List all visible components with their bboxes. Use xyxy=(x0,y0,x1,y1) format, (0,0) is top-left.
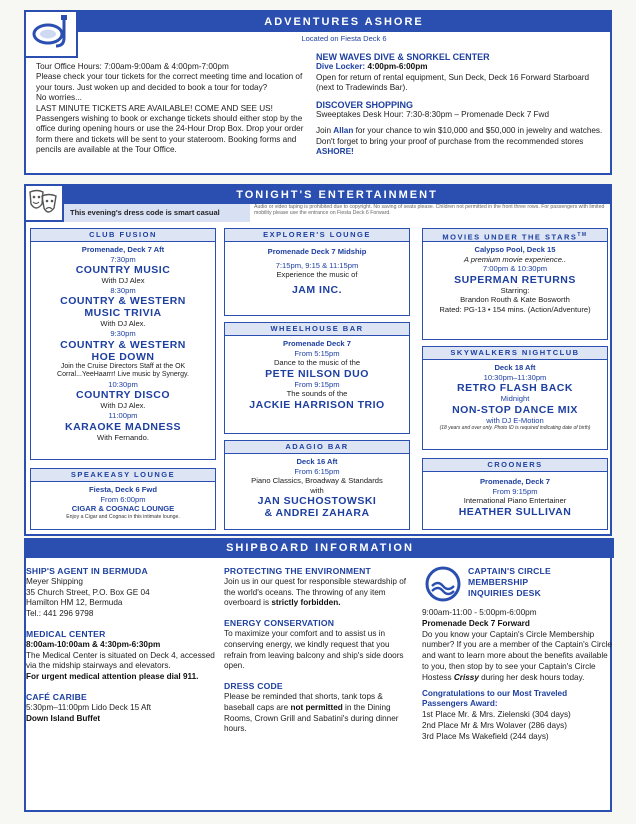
show-time: From 5:15pm xyxy=(294,348,340,358)
shop-hours: Sweeptakes Desk Hour: 7:30-8:30pm – Promenade Deck 7 Fwd xyxy=(316,110,550,120)
cafe-name: Down Island Buffet xyxy=(26,713,101,723)
cafe-hours: 5:30pm–11:00pm Lido Deck 15 Aft xyxy=(26,702,152,712)
cafe-heading: CAFÉ CARIBE xyxy=(26,691,87,702)
venue-title: ADAGIO BAR xyxy=(225,441,409,454)
show-title: & ANDREI ZAHARA xyxy=(264,507,370,520)
show-time: 7:15pm, 9:15 & 11:15pm xyxy=(275,260,359,270)
show-cast: Brandon Routh & Kate Bosworth xyxy=(460,295,570,305)
dive-text: Open for return of rental equipment, Sun Deck, Deck 16 Forward Starboard (next to Tradewinds Bar). xyxy=(316,72,590,93)
taping-notice: Audio or video taping is prohibited due to copyright. No saving of seats please. Children not permitted in the front three rows. For passengers with limited mobility please use the entrance on Fiesta Deck 6 Forward. xyxy=(254,204,605,217)
venue-wheelhouse-bar xyxy=(224,322,410,434)
show-title: JACKIE HARRISON TRIO xyxy=(249,398,385,411)
award-heading: Congratulations to our Most Traveled Passengers Award: xyxy=(422,688,568,709)
show-title: HOE DOWN xyxy=(91,350,155,363)
show-title: JAN SUCHOSTOWSKI xyxy=(257,495,377,508)
shipboard-title: SHIPBOARD INFORMATION xyxy=(26,538,614,558)
show-time: 7:00pm & 10:30pm xyxy=(482,264,548,274)
adventures-location: Located on Fiesta Deck 6 xyxy=(301,34,387,43)
show-title: NON-STOP DANCE MIX xyxy=(452,403,578,416)
show-text: A premium movie experience.. xyxy=(463,254,567,264)
venue-location: Promenade Deck 7 Midship xyxy=(267,247,367,256)
tour-text-1: Please check your tour tickets for the correct meeting time and location of your tours. Just woken up and decided to book a tour for today? xyxy=(36,72,303,92)
show-text: Piano Classics, Broadway & Standards xyxy=(251,476,383,486)
captains-circle-heading: INQUIRIES DESK xyxy=(468,587,541,598)
award-place: 2nd Place Mr & Mrs Wolaver (286 days) xyxy=(422,720,568,730)
shipboard-column-left xyxy=(26,566,216,724)
medical-text: The Medical Center is situated on Deck 4, accessed via the midship stairways and elevators. xyxy=(26,650,215,671)
show-note: Enjoy a Cigar and Cognac in this intimate lounge. xyxy=(66,513,180,520)
show-host: with DJ E-Motion xyxy=(486,415,544,425)
venue-title: WHEELHOUSE BAR xyxy=(225,323,409,336)
show-time: 10:30pm xyxy=(108,379,138,389)
entertainment-section xyxy=(24,184,612,536)
venue-crooners xyxy=(422,458,608,530)
venue-location: Deck 18 Aft xyxy=(494,363,536,372)
venue-location: Calypso Pool, Deck 15 xyxy=(474,245,556,254)
show-time: 10:30pm–11:30pm xyxy=(483,372,547,382)
theater-masks-icon xyxy=(26,186,64,222)
shipboard-column-right xyxy=(422,564,612,743)
shop-heading: DISCOVER SHOPPING xyxy=(316,99,414,110)
dive-shopping-info xyxy=(316,52,606,158)
venue-location: Promenade, Deck 7 xyxy=(479,477,551,486)
captains-circle-heading: MEMBERSHIP xyxy=(468,576,529,587)
agent-line: Hamilton HM 12, Bermuda xyxy=(26,598,123,608)
venue-movies-under-the-stars xyxy=(422,228,608,340)
energy-heading: ENERGY CONSERVATION xyxy=(224,618,335,629)
venue-location: Deck 16 Aft xyxy=(296,457,338,466)
tour-text-2: No worries... xyxy=(36,93,82,103)
show-time: From 6:15pm xyxy=(294,466,340,476)
shop-text: Join Allan for your chance to win $10,000 and $50,000 in jewelry and watches. Don't forget to bring your proof of purchase from the recommended stores ASHORE! xyxy=(316,126,603,157)
show-title: MUSIC TRIVIA xyxy=(84,307,162,320)
show-title: HEATHER SULLIVAN xyxy=(458,505,572,518)
show-title: COUNTRY DISCO xyxy=(75,389,170,402)
venue-explorers-lounge xyxy=(224,228,410,316)
venue-title: CLUB FUSION xyxy=(31,229,215,242)
show-time: From 9:15pm xyxy=(492,486,538,496)
show-title: CIGAR & COGNAC LOUNGE xyxy=(71,504,175,514)
tour-hours: Tour Office Hours: 7:00am-9:00am & 4:00pm-7:00pm xyxy=(36,62,229,71)
show-time: From 9:15pm xyxy=(294,379,340,389)
captains-circle-logo-icon xyxy=(424,566,462,606)
show-title: KARAOKE MADNESS xyxy=(64,420,181,433)
venue-title: SPEAKEASY LOUNGE xyxy=(31,469,215,482)
venue-adagio-bar xyxy=(224,440,410,530)
dress-code-heading: DRESS CODE xyxy=(224,681,283,692)
venue-club-fusion xyxy=(30,228,216,460)
show-title: JAM INC. xyxy=(291,283,343,296)
show-title: PETE NILSON DUO xyxy=(265,367,369,380)
agent-line: 35 Church Street, P.O. Box GE 04 xyxy=(26,587,150,597)
tour-office-info xyxy=(36,62,318,156)
agent-line: Meyer Shipping xyxy=(26,576,83,586)
captains-circle-header xyxy=(422,564,612,608)
show-text: Dance to the music of the xyxy=(273,358,361,368)
adventures-title: ADVENTURES ASHORE xyxy=(78,12,610,32)
award-place: 1st Place Mr. & Mrs. Zielenski (304 days) xyxy=(422,710,571,720)
venue-speakeasy-lounge xyxy=(30,468,216,530)
venue-skywalkers-nightclub xyxy=(422,346,608,450)
show-title: COUNTRY & WESTERN xyxy=(60,338,186,351)
dive-heading: NEW WAVES DIVE & SNORKEL CENTER xyxy=(316,52,490,62)
show-text: International Piano Entertainer xyxy=(463,496,567,506)
tour-text-4: Passengers wishing to book or exchange tickets should either stop by the office during opening hours or use the 24-Hour Drop Box. Drop your order form there and tickets will be sent to your stateroom. Booking forms and pencils are available at the Tour Office. xyxy=(36,114,304,155)
snorkel-icon xyxy=(26,12,78,58)
venue-location: Promenade, Deck 7 Aft xyxy=(81,245,165,254)
show-text: Starring: xyxy=(500,285,530,295)
captains-circle-heading: CAPTAIN'S CIRCLE xyxy=(468,566,551,576)
show-host: Join the Cruise Directors Staff at the OK Corral...YeeHaarrr! Live music by Synergy. xyxy=(57,362,189,379)
show-host: With DJ Alex xyxy=(101,276,145,286)
show-host: With DJ Alex. xyxy=(100,319,146,329)
medical-hours: 8:00am-10:00am & 4:30pm-6:30pm xyxy=(26,639,161,649)
dress-code-text: Please be reminded that shorts, tank tops & baseball caps are not permitted in the Dining Rooms, Crown Grill and Sabatini's during dinner hours. xyxy=(224,691,399,734)
environment-heading: PROTECTING THE ENVIRONMENT xyxy=(224,566,372,576)
show-time: From 6:00pm xyxy=(100,494,146,504)
venue-title: EXPLORER'S LOUNGE xyxy=(225,229,409,242)
show-host: With DJ Alex. xyxy=(100,401,146,411)
venue-location: Fiesta, Deck 6 Fwd xyxy=(89,485,157,494)
award-place: 3rd Place Ms Wakefield (244 days) xyxy=(422,731,549,741)
show-note: (18 years and over only. Photo ID is required indicating date of birth) xyxy=(439,425,591,432)
show-time: 8:30pm xyxy=(110,285,136,295)
shipboard-column-middle xyxy=(224,566,414,735)
show-text: with xyxy=(310,485,324,495)
medical-urgent: For urgent medical attention please dial 911. xyxy=(26,672,199,682)
shipboard-information-section xyxy=(24,538,612,812)
venue-location: Promenade Deck 7 xyxy=(283,339,351,348)
captains-circle-location: Promenade Deck 7 Forward xyxy=(422,618,530,628)
venue-title: SKYWALKERS NIGHTCLUB xyxy=(423,347,607,360)
tour-text-3: LAST MINUTE TICKETS ARE AVAILABLE! COME AND SEE US! xyxy=(36,103,273,113)
adventures-ashore-section xyxy=(24,10,612,175)
show-title: COUNTRY MUSIC xyxy=(75,264,171,277)
agent-heading: SHIP'S AGENT IN BERMUDA xyxy=(26,566,148,576)
medical-heading: MEDICAL CENTER xyxy=(26,628,106,639)
show-time: 11:00pm xyxy=(108,410,138,420)
dive-hours: Dive Locker: 4:00pm-6:00pm xyxy=(316,62,428,72)
energy-text: To maximize your comfort and to assist us in conserving energy, we kindly request that you refrain from leaving balcony and ship's side doors open. xyxy=(224,628,404,671)
captains-circle-text: Do you know your Captain's Circle Membership number? If you are a member of the Captain's Circle and want to learn more about the benefits available to you, then stop by to see your Captain's Circle Hostess Crissy during her desk hours today. xyxy=(422,629,612,682)
show-text: Experience the music of xyxy=(276,270,358,280)
environment-text: Join us in our quest for responsible stewardship of the world's oceans. The throwing of any item overboard is strictly forbidden. xyxy=(224,576,407,608)
dress-code-strip: This evening's dress code is smart casual xyxy=(64,204,250,222)
show-time: 9:30pm xyxy=(110,328,136,338)
show-time: 7:30pm xyxy=(110,254,136,264)
show-rating: Rated: PG-13 • 154 mins. (Action/Adventure) xyxy=(439,304,591,314)
show-text: The sounds of the xyxy=(286,389,348,399)
entertainment-title: TONIGHT'S ENTERTAINMENT xyxy=(64,186,610,204)
agent-line: Tel.: 441 296 9798 xyxy=(26,609,94,619)
show-title: COUNTRY & WESTERN xyxy=(60,295,186,308)
show-title: SUPERMAN RETURNS xyxy=(454,273,576,286)
captains-circle-hours: 9:00am-11:00 - 5:00pm-6:00pm xyxy=(422,608,537,617)
venue-title: MOVIES UNDER THE STARS™ xyxy=(423,229,607,242)
show-title: RETRO FLASH BACK xyxy=(457,382,573,395)
show-host: With Fernando. xyxy=(97,432,149,442)
show-time: Midnight xyxy=(500,394,530,404)
venue-title: CROONERS xyxy=(423,459,607,472)
